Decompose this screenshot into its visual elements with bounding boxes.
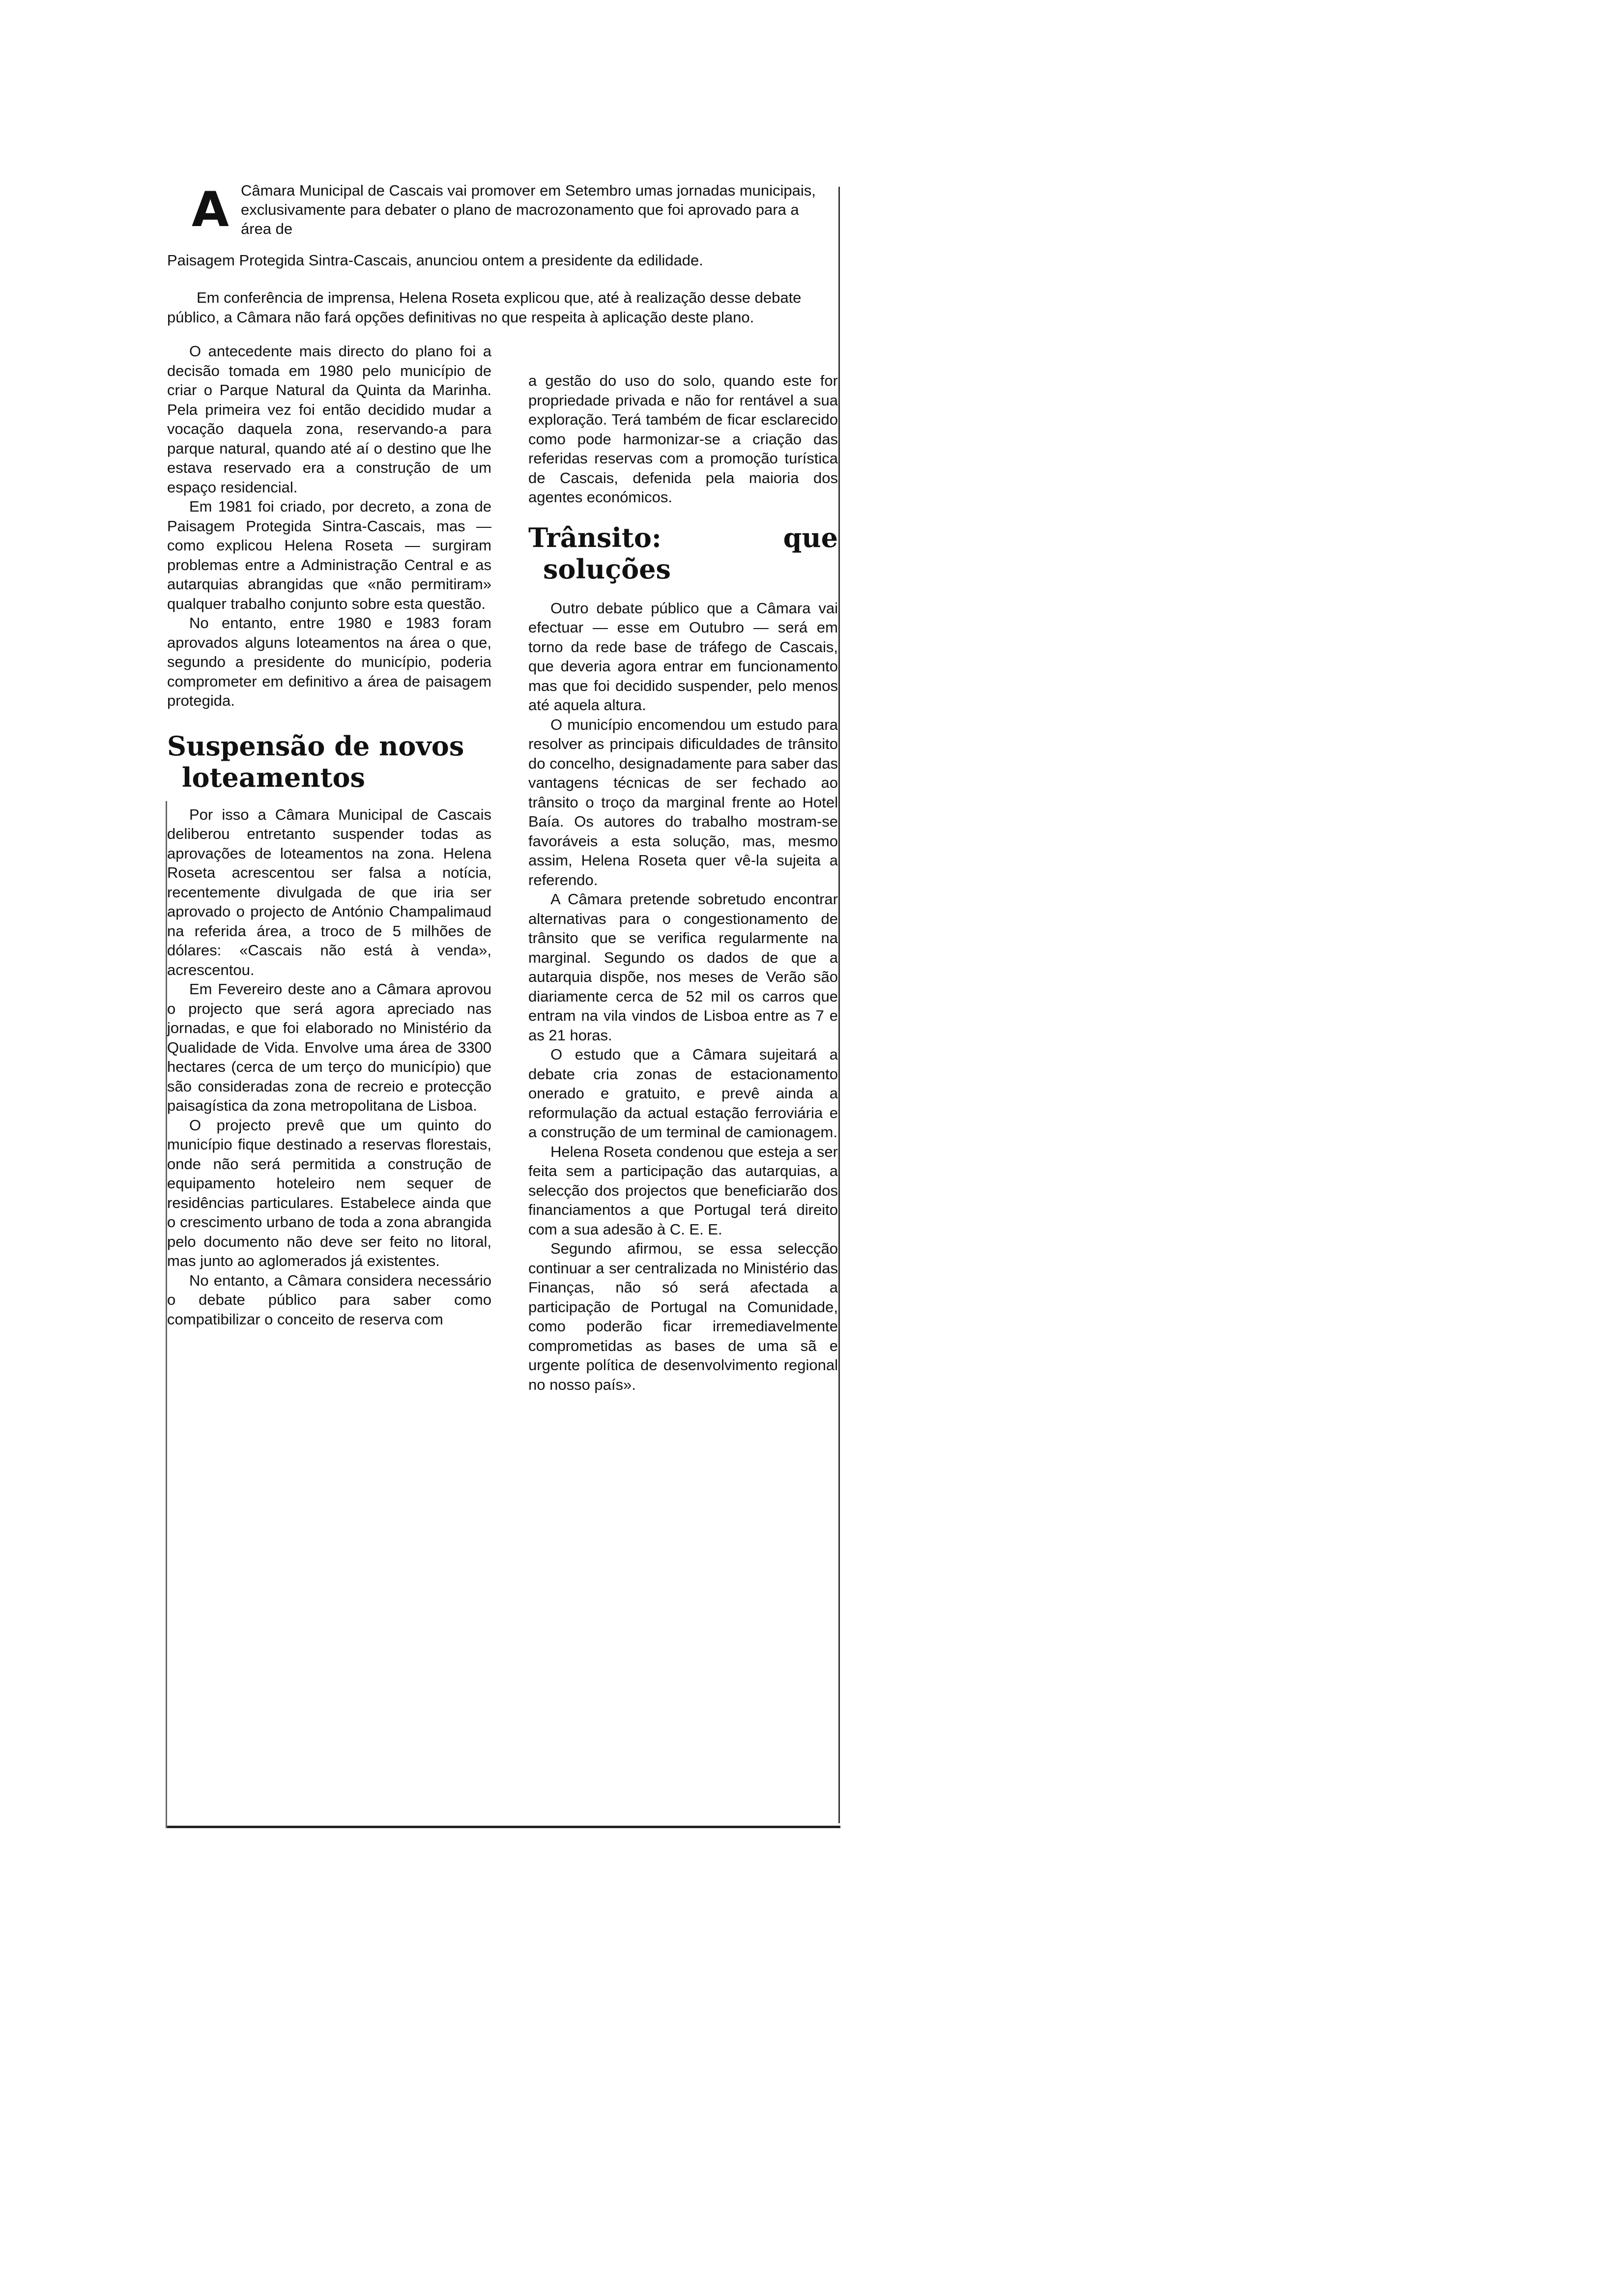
intro-second-paragraph: Em conferência de imprensa, Helena Roseta explicou que, até à realização desse debate público, a Câmara não fará opções definitivas no que respeita à aplicação deste plano. <box>167 289 802 326</box>
subheading-word: que <box>783 521 838 553</box>
article-paragraph: Em 1981 foi criado, por decreto, a zona de Paisagem Protegida Sintra-Cascais, mas — como explicou Helena Roseta — surgiram problemas entre a Administração Central e as autarquias abrangidas que «não permitiram» qualquer trabalho conjunto sobre esta questão. <box>167 498 491 612</box>
article-paragraph: a gestão do uso do solo, quando este for propriedade privada e não for rentável a sua exploração. Terá também de ficar esclarecido como pode harmonizar-se a criação das referidas reservas com a promoção turística de Cascais, defenida pela maioria dos agentes económicos. <box>528 372 838 506</box>
article-paragraph: O estudo que a Câmara sujeitará a debate cria zonas de estacionamento onerado e gratuito, e prevê ainda a reformulação da actual estação ferroviária e a construção de um terminal de camionagem. <box>528 1046 838 1141</box>
article-paragraph: A Câmara pretende sobretudo encontrar alternativas para o congestionamento de trânsito que se verifica regularmente na marginal. Segundo os dados de que a autarquia dispõe, nos meses de Verão são diariamente cerca de 52 mil os carros que entram na vila vindos de Lisboa entre as 7 e as 21 horas. <box>528 890 838 1044</box>
subheading-line: soluções <box>543 553 671 585</box>
left-column <box>167 342 491 1329</box>
subheading-suspensao <box>167 730 491 793</box>
intro-paragraph: Câmara Municipal de Cascais vai promover em Setembro umas jornadas municipais, exclusivamente para debater o plano de macrozonamento que foi aprovado para a área de <box>241 182 816 237</box>
subheading-line: Suspensão de novos <box>167 730 464 762</box>
clipping-bottom-rule <box>167 1826 840 1828</box>
article-paragraph: Em Fevereiro deste ano a Câmara aprovou o projecto que será agora apreciado nas jornadas, e que foi elaborado no Ministério da Qualidade de Vida. Envolve uma área de 3300 hectares (cerca de um terço do município) que são consideradas zona de recreio e protecção paisagística da zona metropolitana de Lisboa. <box>167 980 491 1114</box>
right-column <box>528 371 838 1394</box>
subheading-transito <box>528 522 838 585</box>
subheading-line: loteamentos <box>182 761 365 793</box>
article-paragraph: Por isso a Câmara Municipal de Cascais deliberou entretanto suspender todas as aprovações de loteamentos na zona. Helena Roseta acrescentou ser falsa a notícia, recentemente divulgada de que iria ser aprovado o projecto de António Champalimaud na referida área, a troco de 5 milhões de dólares: «Cascais não está à venda», acrescentou. <box>167 805 491 978</box>
article-paragraph: No entanto, entre 1980 e 1983 foram aprovados alguns loteamentos na área o que, segundo a presidente do município, poderia comprometer em definitivo a área de paisagem protegida. <box>167 614 491 709</box>
subheading-word: Trânsito: <box>528 521 662 553</box>
article-paragraph: Outro debate público que a Câmara vai efectuar — esse em Outubro — será em torno da rede base de tráfego de Cascais, que deveria agora entrar em funcionamento mas que foi decidido suspender, pelo menos até aquela altura. <box>528 599 838 714</box>
intro-paragraph-continued: Paisagem Protegida Sintra-Cascais, anunciou ontem a presidente da edilidade. <box>167 252 703 269</box>
article-paragraph: O projecto prevê que um quinto do município fique destinado a reservas florestais, onde não será permitida a construção de equipamento hoteleiro nem sequer de residências particulares. Estabelece ainda que o crescimento urbano de toda a zona abrangida pelo documento não deve ser feito no litoral, mas junto ao aglomerados já existentes. <box>167 1116 491 1269</box>
subheading-line <box>528 522 838 553</box>
article-paragraph: No entanto, a Câmara considera necessário o debate público para saber como compatibilizar o conceito de reserva com <box>167 1271 491 1328</box>
article-paragraph: O município encomendou um estudo para resolver as principais dificuldades de trânsito do concelho, designadamente para saber das vantagens técnicas de ser fechado ao trânsito o troço da marginal frente ao Hotel Baía. Os autores do trabalho mostram-se favoráveis a esta solução, mas, mesmo assim, Helena Roseta quer vê-la sujeita a referendo. <box>528 716 838 889</box>
article-paragraph: Helena Roseta condenou que esteja a ser feita sem a participação das autarquias, a selecção dos projectos que beneficiarão dos financiamentos a que Portugal terá direito com a sua adesão à C. E. E. <box>528 1143 838 1238</box>
column-border-right <box>838 187 840 1823</box>
article-paragraph: Segundo afirmou, se essa selecção continuar a ser centralizada no Ministério das Finanças, não só será afectada a participação de Portugal na Comunidade, como poderão ficar irremediavelmente comprometidas as bases de uma sã e urgente política de desenvolvimento regional no nosso país». <box>528 1240 838 1393</box>
article-paragraph: O antecedente mais directo do plano foi a decisão tomada em 1980 pelo município de criar o Parque Natural da Quinta da Marinha. Pela primeira vez foi então decidido mudar a vocação daquela zona, reservando-a para parque natural, quando até aí o destino que lhe estava reservado era a construção de um espaço residencial. <box>167 343 491 496</box>
drop-cap: A <box>192 182 229 238</box>
newspaper-clipping <box>167 172 850 1828</box>
